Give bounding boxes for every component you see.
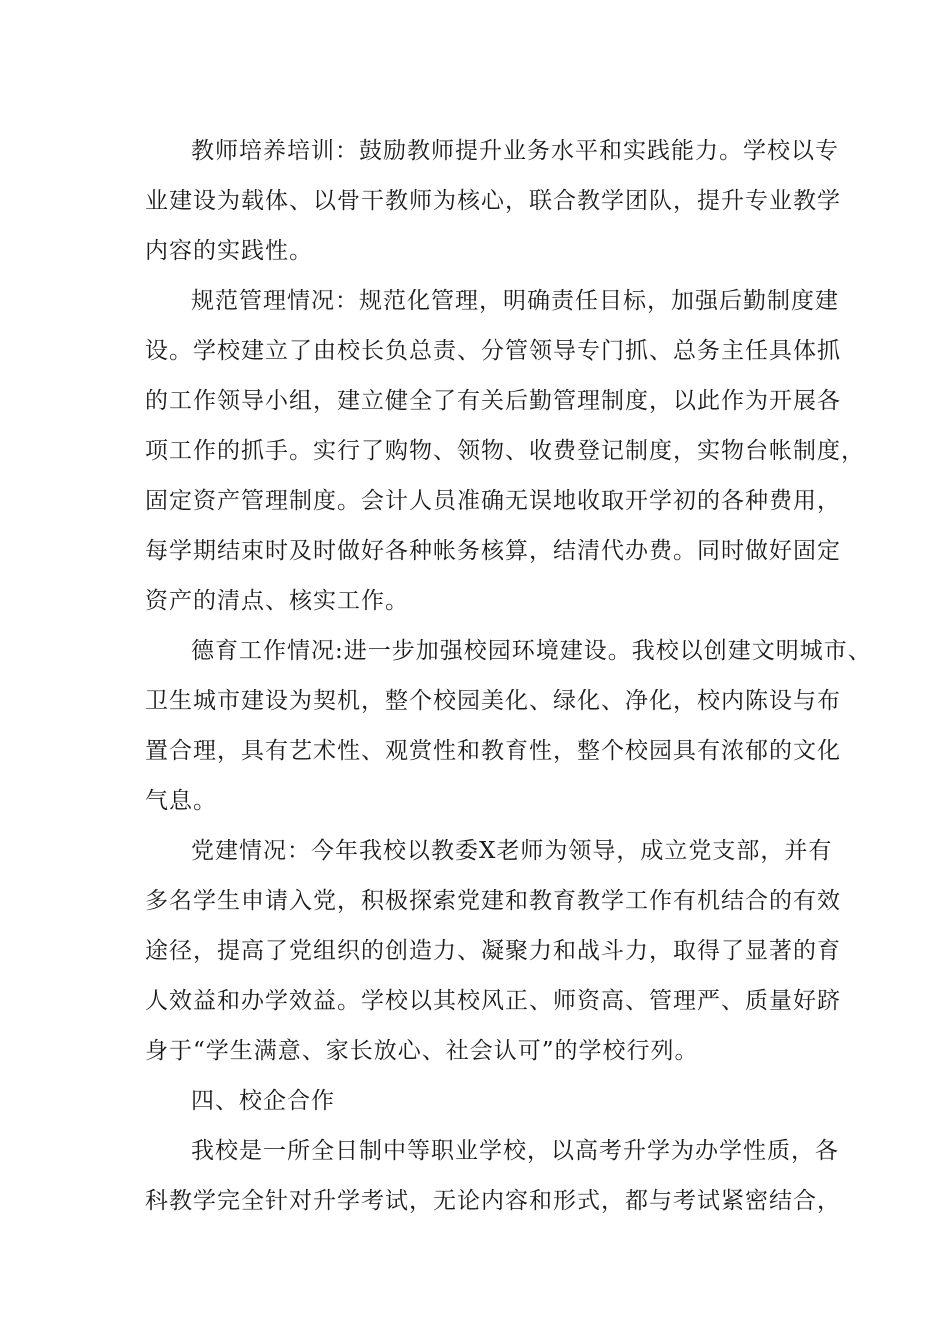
paragraph-line: 项工作的抓手。实行了购物、领物、收费登记制度，实物台帐制度， [145, 438, 865, 464]
paragraph-first-line: 教师培养培训：鼓励教师提升业务水平和实践能力。学校以专 [191, 138, 839, 164]
paragraph-line: 固定资产管理制度。会计人员准确无误地收取开学初的各种费用， [145, 488, 841, 514]
paragraph-line: 人效益和办学效益。学校以其校风正、师资高、管理严、质量好跻 [145, 988, 841, 1014]
paragraph-first-line: 规范管理情况：规范化管理，明确责任目标，加强后勤制度建 [191, 288, 839, 314]
paragraph-first-line: 四、校企合作 [191, 1088, 335, 1114]
document-body [145, 126, 872, 1226]
paragraph-line: 内容的实践性。 [145, 238, 313, 264]
paragraph-line: 设。学校建立了由校长负总责、分管领导专门抓、总务主任具体抓 [145, 338, 841, 364]
paragraph-line: 多名学生申请入党，积极探索党建和教育教学工作有机结合的有效 [145, 888, 841, 914]
paragraph-line: 资产的清点、核实工作。 [145, 588, 409, 614]
paragraph-line: 途径，提高了党组织的创造力、凝聚力和战斗力，取得了显著的育 [145, 938, 841, 964]
paragraph-line: 身于“学生满意、家长放心、社会认可”的学校行列。 [145, 1038, 699, 1064]
paragraph-first-line: 党建情况：今年我校以教委X老师为领导，成立党支部，并有 [191, 838, 833, 864]
paragraph-line: 气息。 [145, 788, 217, 814]
paragraph-first-line: 我校是一所全日制中等职业学校，以高考升学为办学性质，各 [191, 1138, 839, 1164]
paragraph-line: 科教学完全针对升学考试，无论内容和形式，都与考试紧密结合， [145, 1188, 841, 1214]
paragraph-first-line: 德育工作情况:进一步加强校园环境建设。我校以创建文明城市、 [191, 638, 872, 664]
paragraph-line: 业建设为载体、以骨干教师为核心，联合教学团队，提升专业教学 [145, 188, 841, 214]
paragraph-line: 置合理，具有艺术性、观赏性和教育性，整个校园具有浓郁的文化 [145, 738, 841, 764]
paragraph-line: 卫生城市建设为契机，整个校园美化、绿化、净化，校内陈设与布 [145, 688, 841, 714]
paragraph-line: 的工作领导小组，建立健全了有关后勤管理制度，以此作为开展各 [145, 388, 841, 414]
paragraph-line: 每学期结束时及时做好各种帐务核算，结清代办费。同时做好固定 [145, 538, 841, 564]
